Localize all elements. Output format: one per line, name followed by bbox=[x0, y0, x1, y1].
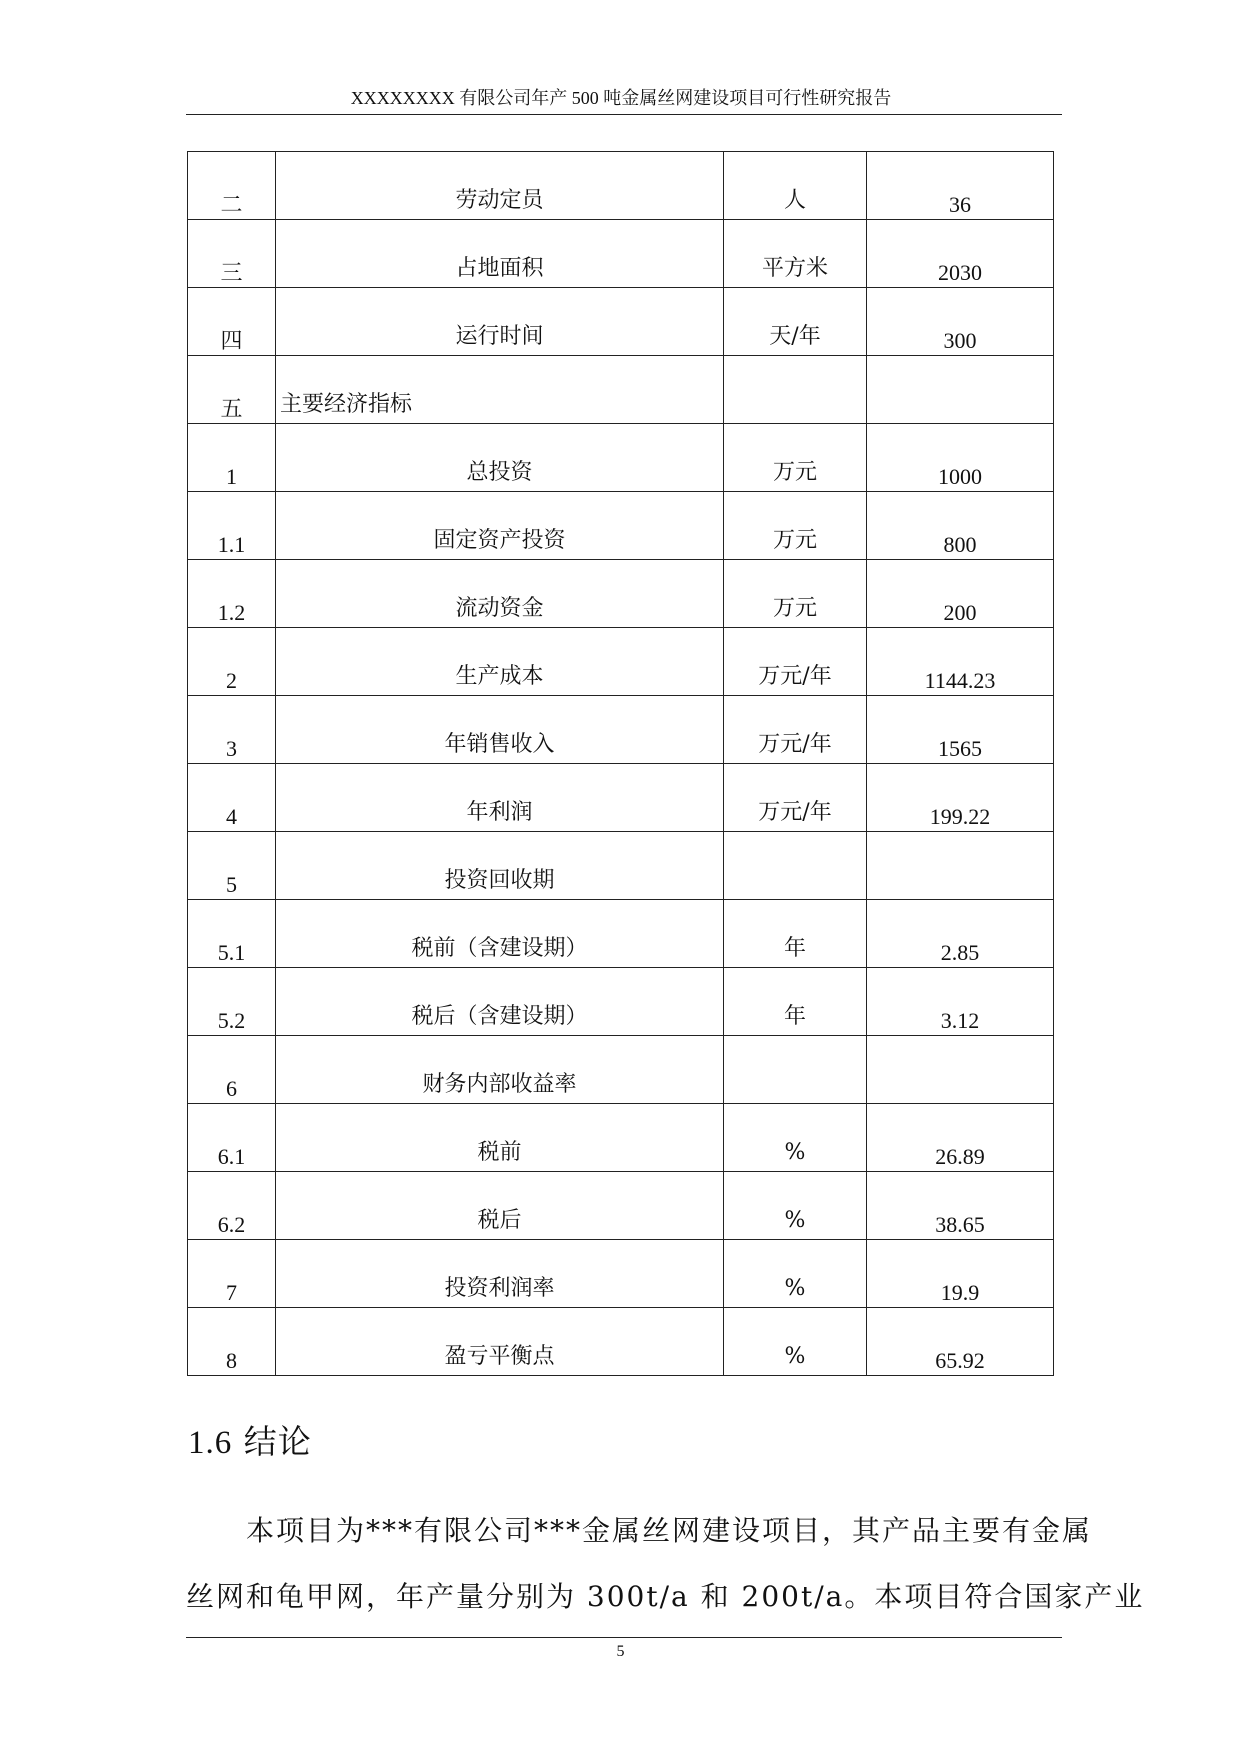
value-cell-text: 19.9 bbox=[940, 1280, 980, 1305]
indicator-name-cell-text: 主要经济指标 bbox=[280, 392, 413, 417]
row-number-cell-text: 8 bbox=[226, 1348, 237, 1373]
row-number-cell bbox=[188, 1240, 276, 1308]
unit-cell bbox=[724, 492, 867, 560]
indicator-name-cell bbox=[276, 152, 724, 220]
indicator-name-cell bbox=[276, 1104, 724, 1172]
footer-rule bbox=[186, 1637, 1062, 1638]
value-cell bbox=[867, 628, 1054, 696]
table-row bbox=[188, 832, 1054, 900]
unit-cell bbox=[724, 1104, 867, 1172]
unit-cell-text: 万元 bbox=[772, 528, 817, 553]
section-number: 1.6 bbox=[188, 1425, 233, 1461]
unit-cell-text: 万元 bbox=[772, 596, 817, 621]
indicator-name-cell-text: 固定资产投资 bbox=[433, 528, 566, 553]
row-number-cell-text: 5 bbox=[226, 872, 237, 897]
unit-cell bbox=[724, 900, 867, 968]
value-cell-text: 65.92 bbox=[935, 1348, 985, 1373]
table-row bbox=[188, 900, 1054, 968]
value-cell bbox=[867, 1104, 1054, 1172]
indicator-name-cell bbox=[276, 560, 724, 628]
row-number-cell bbox=[188, 968, 276, 1036]
unit-cell bbox=[724, 628, 867, 696]
value-cell bbox=[867, 968, 1054, 1036]
indicator-name-cell-text: 财务内部收益率 bbox=[422, 1072, 577, 1097]
value-cell bbox=[867, 492, 1054, 560]
row-number-cell bbox=[188, 152, 276, 220]
indicator-name-cell bbox=[276, 764, 724, 832]
indicator-table bbox=[187, 151, 1054, 1376]
value-cell bbox=[867, 560, 1054, 628]
row-number-cell bbox=[188, 1172, 276, 1240]
value-cell-text: 200 bbox=[943, 600, 977, 625]
row-number-cell bbox=[188, 900, 276, 968]
indicator-name-cell-text: 总投资 bbox=[466, 460, 533, 485]
unit-cell-text: 天/年 bbox=[769, 324, 821, 349]
unit-cell bbox=[724, 1172, 867, 1240]
row-number-cell-text: 1 bbox=[226, 464, 237, 489]
row-number-cell-text: 5.2 bbox=[217, 1008, 246, 1033]
unit-cell-text: % bbox=[784, 1344, 806, 1369]
value-cell bbox=[867, 424, 1054, 492]
indicator-name-cell-text: 劳动定员 bbox=[455, 188, 544, 213]
paragraph-line: 本项目为***有限公司***金属丝网建设项目，其产品主要有金属 bbox=[246, 1514, 1093, 1547]
unit-cell-text: 人 bbox=[783, 188, 806, 213]
indicator-name-cell-text: 税后 bbox=[477, 1208, 522, 1233]
value-cell bbox=[867, 1308, 1054, 1376]
row-number-cell bbox=[188, 764, 276, 832]
unit-cell-text: 万元/年 bbox=[758, 664, 832, 689]
value-cell bbox=[867, 696, 1054, 764]
value-cell bbox=[867, 152, 1054, 220]
unit-cell bbox=[724, 424, 867, 492]
row-number-cell bbox=[188, 1104, 276, 1172]
table-row bbox=[188, 288, 1054, 356]
unit-cell-text: 万元 bbox=[772, 460, 817, 485]
unit-cell-text: % bbox=[784, 1208, 806, 1233]
unit-cell bbox=[724, 356, 867, 424]
row-number-cell-text: 2 bbox=[226, 668, 237, 693]
unit-cell bbox=[724, 152, 867, 220]
table-row bbox=[188, 1240, 1054, 1308]
section-heading bbox=[188, 1422, 312, 1463]
unit-cell-text bbox=[724, 895, 866, 899]
indicator-name-cell bbox=[276, 968, 724, 1036]
unit-cell-text: 万元/年 bbox=[758, 800, 832, 825]
row-number-cell-text: 三 bbox=[220, 260, 243, 285]
value-cell-text: 800 bbox=[943, 532, 977, 557]
indicator-name-cell bbox=[276, 696, 724, 764]
table-row bbox=[188, 424, 1054, 492]
indicator-name-cell bbox=[276, 628, 724, 696]
indicator-name-cell bbox=[276, 1308, 724, 1376]
indicator-name-cell-text: 投资回收期 bbox=[444, 868, 555, 893]
unit-cell-text: % bbox=[784, 1140, 806, 1165]
value-cell-text: 3.12 bbox=[940, 1008, 980, 1033]
row-number-cell-text: 4 bbox=[226, 804, 237, 829]
indicator-name-cell-text: 年销售收入 bbox=[444, 732, 555, 757]
row-number-cell-text: 1.2 bbox=[217, 600, 246, 625]
value-cell bbox=[867, 832, 1054, 900]
row-number-cell bbox=[188, 560, 276, 628]
row-number-cell-text: 二 bbox=[220, 192, 243, 217]
value-cell bbox=[867, 764, 1054, 832]
row-number-cell bbox=[188, 424, 276, 492]
indicator-name-cell bbox=[276, 900, 724, 968]
row-number-cell-text: 7 bbox=[226, 1280, 237, 1305]
value-cell-text: 2.85 bbox=[940, 940, 980, 965]
unit-cell-text: 年 bbox=[783, 1004, 806, 1029]
unit-cell-text: 平方米 bbox=[761, 256, 828, 281]
indicator-name-cell bbox=[276, 288, 724, 356]
unit-cell bbox=[724, 220, 867, 288]
unit-cell-text bbox=[724, 419, 866, 423]
indicator-name-cell bbox=[276, 1036, 724, 1104]
row-number-cell bbox=[188, 832, 276, 900]
value-cell-text: 199.22 bbox=[929, 804, 991, 829]
unit-cell-text: 万元/年 bbox=[758, 732, 832, 757]
row-number-cell bbox=[188, 220, 276, 288]
unit-cell bbox=[724, 1240, 867, 1308]
unit-cell bbox=[724, 288, 867, 356]
row-number-cell-text: 6 bbox=[226, 1076, 237, 1101]
table-row bbox=[188, 628, 1054, 696]
value-cell-text: 1565 bbox=[938, 736, 982, 761]
unit-cell bbox=[724, 1308, 867, 1376]
row-number-cell-text: 6.2 bbox=[217, 1212, 246, 1237]
table-row bbox=[188, 968, 1054, 1036]
unit-cell bbox=[724, 696, 867, 764]
value-cell bbox=[867, 1172, 1054, 1240]
table-row bbox=[188, 1036, 1054, 1104]
row-number-cell-text: 3 bbox=[226, 736, 237, 761]
indicator-table-body bbox=[188, 152, 1054, 1376]
indicator-name-cell-text: 税后（含建设期） bbox=[411, 1004, 588, 1029]
row-number-cell bbox=[188, 1308, 276, 1376]
indicator-name-cell bbox=[276, 220, 724, 288]
value-cell bbox=[867, 356, 1054, 424]
indicator-name-cell-text: 投资利润率 bbox=[444, 1276, 555, 1301]
row-number-cell bbox=[188, 696, 276, 764]
table-row bbox=[188, 560, 1054, 628]
indicator-name-cell bbox=[276, 832, 724, 900]
indicator-name-cell-text: 税前（含建设期） bbox=[411, 936, 588, 961]
unit-cell-text: 年 bbox=[783, 936, 806, 961]
indicator-name-cell-text: 生产成本 bbox=[455, 664, 544, 689]
unit-cell-text: % bbox=[784, 1276, 806, 1301]
value-cell bbox=[867, 1240, 1054, 1308]
indicator-name-cell-text: 税前 bbox=[477, 1140, 522, 1165]
table-row bbox=[188, 1104, 1054, 1172]
indicator-name-cell bbox=[276, 356, 724, 424]
table-row bbox=[188, 764, 1054, 832]
value-cell bbox=[867, 900, 1054, 968]
indicator-name-cell bbox=[276, 424, 724, 492]
row-number-cell-text: 5.1 bbox=[217, 940, 246, 965]
section-title: 结论 bbox=[243, 1422, 312, 1461]
table-row bbox=[188, 220, 1054, 288]
page-number: 5 bbox=[616, 1643, 625, 1660]
indicator-name-cell-text: 盈亏平衡点 bbox=[444, 1344, 555, 1369]
row-number-cell bbox=[188, 628, 276, 696]
row-number-cell bbox=[188, 288, 276, 356]
value-cell-text: 300 bbox=[943, 328, 977, 353]
table-row bbox=[188, 1308, 1054, 1376]
value-cell-text: 26.89 bbox=[935, 1144, 985, 1169]
row-number-cell-text: 五 bbox=[220, 396, 243, 421]
value-cell bbox=[867, 288, 1054, 356]
value-cell-text: 38.65 bbox=[935, 1212, 985, 1237]
table-row bbox=[188, 152, 1054, 220]
unit-cell bbox=[724, 832, 867, 900]
row-number-cell bbox=[188, 356, 276, 424]
indicator-name-cell-text: 流动资金 bbox=[455, 596, 544, 621]
table-row bbox=[188, 1172, 1054, 1240]
indicator-name-cell bbox=[276, 1172, 724, 1240]
indicator-name-cell bbox=[276, 1240, 724, 1308]
row-number-cell-text: 1.1 bbox=[217, 532, 246, 557]
value-cell-text: 1144.23 bbox=[924, 668, 996, 693]
header-rule bbox=[186, 114, 1062, 115]
value-cell-text: 36 bbox=[949, 192, 971, 217]
indicator-name-cell-text: 运行时间 bbox=[455, 324, 544, 349]
value-cell-text: 2030 bbox=[938, 260, 982, 285]
row-number-cell bbox=[188, 492, 276, 560]
row-number-cell bbox=[188, 1036, 276, 1104]
running-header: XXXXXXXX 有限公司年产 500 吨金属丝网建设项目可行性研究报告 bbox=[350, 88, 892, 108]
value-cell bbox=[867, 1036, 1054, 1104]
unit-cell-text bbox=[724, 1099, 866, 1103]
indicator-name-cell bbox=[276, 492, 724, 560]
table-row bbox=[188, 356, 1054, 424]
unit-cell bbox=[724, 968, 867, 1036]
table-row bbox=[188, 492, 1054, 560]
row-number-cell-text: 6.1 bbox=[217, 1144, 246, 1169]
unit-cell bbox=[724, 560, 867, 628]
unit-cell bbox=[724, 764, 867, 832]
indicator-name-cell-text: 占地面积 bbox=[455, 256, 544, 281]
unit-cell bbox=[724, 1036, 867, 1104]
conclusion-paragraph bbox=[186, 1498, 1145, 1630]
paragraph-line: 丝网和龟甲网，年产量分别为 300t/a 和 200t/a。本项目符合国家产业 bbox=[186, 1580, 1145, 1613]
row-number-cell-text: 四 bbox=[220, 328, 243, 353]
indicator-name-cell-text: 年利润 bbox=[466, 800, 533, 825]
value-cell-text: 1000 bbox=[938, 464, 982, 489]
value-cell bbox=[867, 220, 1054, 288]
table-row bbox=[188, 696, 1054, 764]
